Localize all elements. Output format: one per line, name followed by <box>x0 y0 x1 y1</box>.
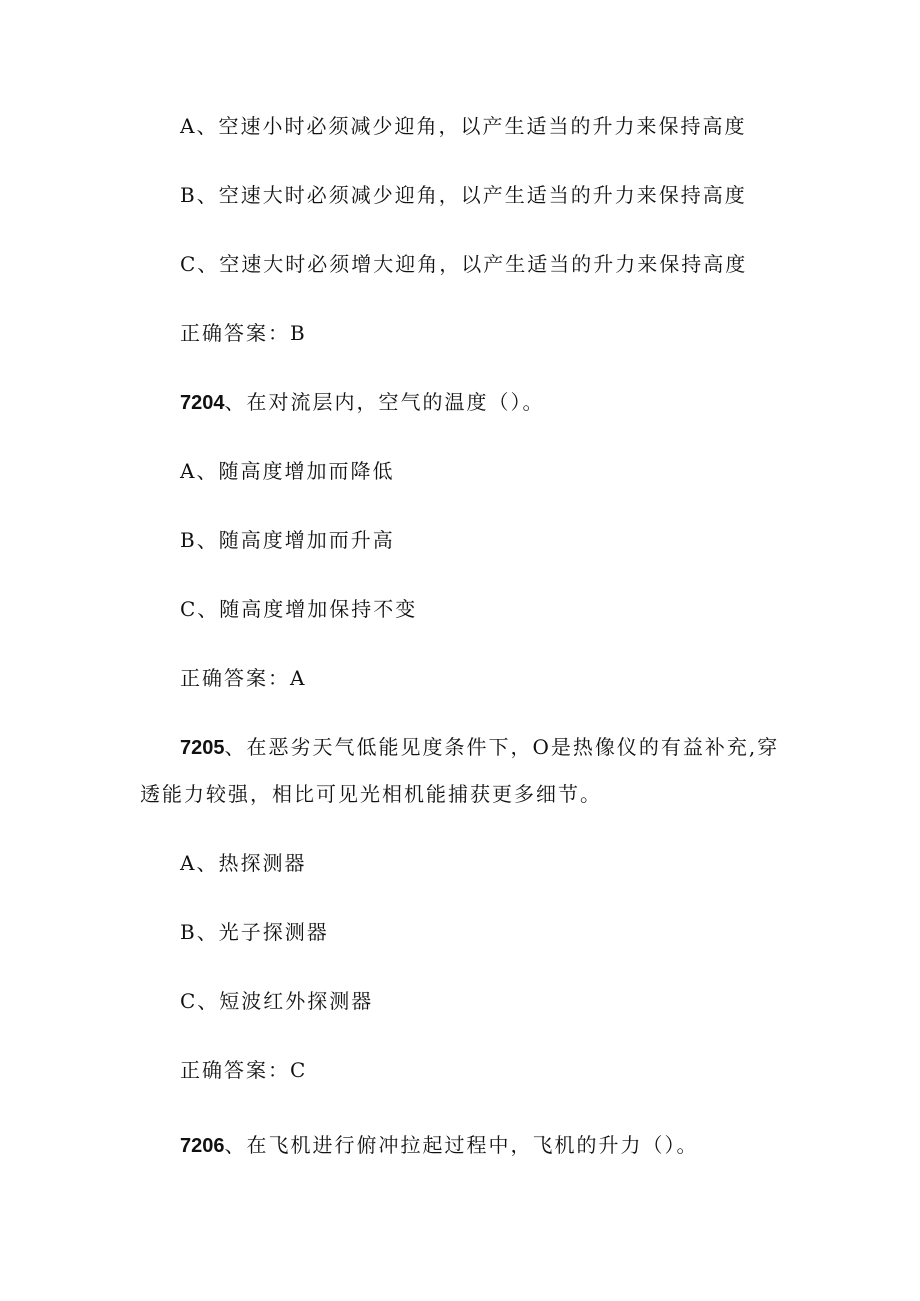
q7204-stem-text: 、在对流层内，空气的温度（）。 <box>224 390 545 414</box>
q7203-answer: 正确答案：B <box>180 321 307 345</box>
q7204-option-a: A、随高度增加而降低 <box>180 459 395 483</box>
q7203-option-c: C、空速大时必须增大迎角，以产生适当的升力来保持高度 <box>180 252 748 276</box>
q7206-number: 7206 <box>180 1135 225 1157</box>
q7204-option-c: C、随高度增加保持不变 <box>180 597 418 621</box>
q7205-option-c: C、短波红外探测器 <box>180 989 374 1013</box>
q7204-number: 7204 <box>180 392 225 414</box>
q7206-stem <box>180 1131 699 1160</box>
q7205-answer: 正确答案：C <box>180 1058 308 1082</box>
q7204-stem <box>180 388 545 417</box>
q7205-stem-text-line1: 、在恶劣天气低能见度条件下，O是热像仪的有益补充,穿 <box>224 735 780 759</box>
q7204-option-b: B、随高度增加而升高 <box>180 528 395 552</box>
q7205-option-b: B、光子探测器 <box>180 920 329 944</box>
q7205-number: 7205 <box>180 737 225 759</box>
q7203-option-a: A、空速小时必须减少迎角，以产生适当的升力来保持高度 <box>180 114 747 138</box>
q7205-stem-text-line2: 透能力较强，相比可见光相机能捕获更多细节。 <box>140 782 602 806</box>
q7206-stem-text: 、在飞机进行俯冲拉起过程中，飞机的升力（）。 <box>224 1133 699 1157</box>
q7205-option-a: A、热探测器 <box>180 851 307 875</box>
q7205-stem <box>180 733 779 762</box>
q7204-answer: 正确答案：A <box>180 666 307 690</box>
q7203-option-b: B、空速大时必须减少迎角，以产生适当的升力来保持高度 <box>180 183 747 207</box>
